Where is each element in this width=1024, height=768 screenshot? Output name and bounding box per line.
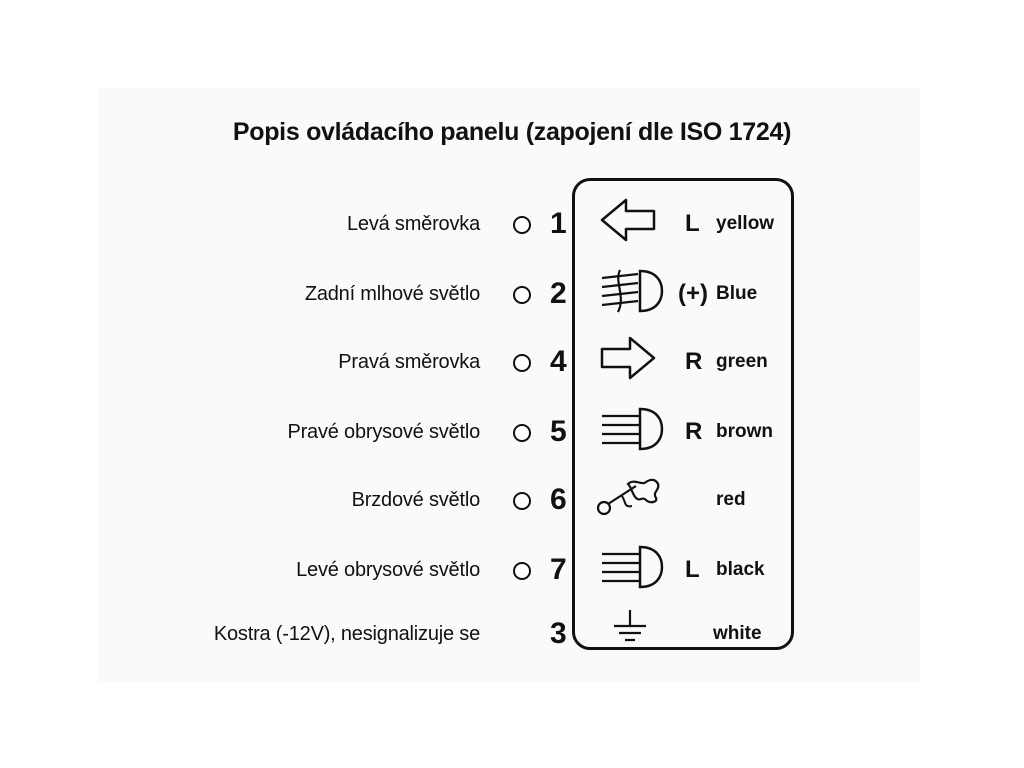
wire-color: brown	[716, 421, 773, 442]
indicator-led	[513, 286, 531, 304]
row-pin-6	[0, 483, 1024, 526]
fog-light-icon	[596, 266, 666, 316]
row-label: Pravá směrovka	[338, 351, 480, 373]
brake-pedal-icon	[596, 472, 666, 522]
pin-number: 2	[550, 277, 567, 310]
pin-number: 6	[550, 483, 567, 516]
row-pin-7	[0, 553, 1024, 596]
wire-color: yellow	[716, 213, 775, 234]
wire-color: green	[716, 351, 768, 372]
left-arrow-icon	[596, 196, 666, 246]
row-label: Zadní mlhové světlo	[304, 283, 480, 305]
position-light-icon	[596, 404, 666, 454]
side-marker: R	[685, 418, 703, 445]
wire-color: Blue	[716, 283, 758, 304]
pin-number: 4	[550, 345, 567, 378]
indicator-led	[513, 216, 531, 234]
pin-number: 3	[550, 617, 567, 650]
page-title: Popis ovládacího panelu (zapojení dle ISO 1724)	[232, 118, 792, 146]
indicator-led	[513, 354, 531, 372]
pin-number: 1	[550, 207, 567, 240]
indicator-led	[513, 424, 531, 442]
row-label: Brzdové světlo	[351, 489, 480, 511]
side-marker: R	[685, 348, 703, 375]
right-arrow-icon	[596, 334, 666, 384]
indicator-led	[513, 492, 531, 510]
pin-number: 7	[550, 553, 567, 586]
indicator-led	[513, 562, 531, 580]
row-pin-5	[0, 415, 1024, 458]
pin-number: 5	[550, 415, 567, 448]
wire-color: white	[713, 623, 762, 644]
ground-icon	[596, 606, 666, 656]
side-marker: L	[685, 210, 700, 237]
side-marker: L	[685, 556, 700, 583]
row-label: Levé obrysové světlo	[296, 559, 480, 581]
row-pin-4	[0, 345, 1024, 388]
row-pin-2	[0, 277, 1024, 320]
row-label: Levá směrovka	[346, 213, 480, 235]
position-light-icon	[596, 542, 666, 592]
side-marker: (+)	[678, 280, 708, 307]
row-pin-3	[0, 617, 1024, 660]
row-label: Pravé obrysové světlo	[287, 421, 480, 443]
wire-color: black	[716, 559, 765, 580]
row-label: Kostra (-12V), nesignalizuje se	[213, 623, 480, 645]
wire-color: red	[716, 489, 746, 510]
row-pin-1	[0, 207, 1024, 250]
